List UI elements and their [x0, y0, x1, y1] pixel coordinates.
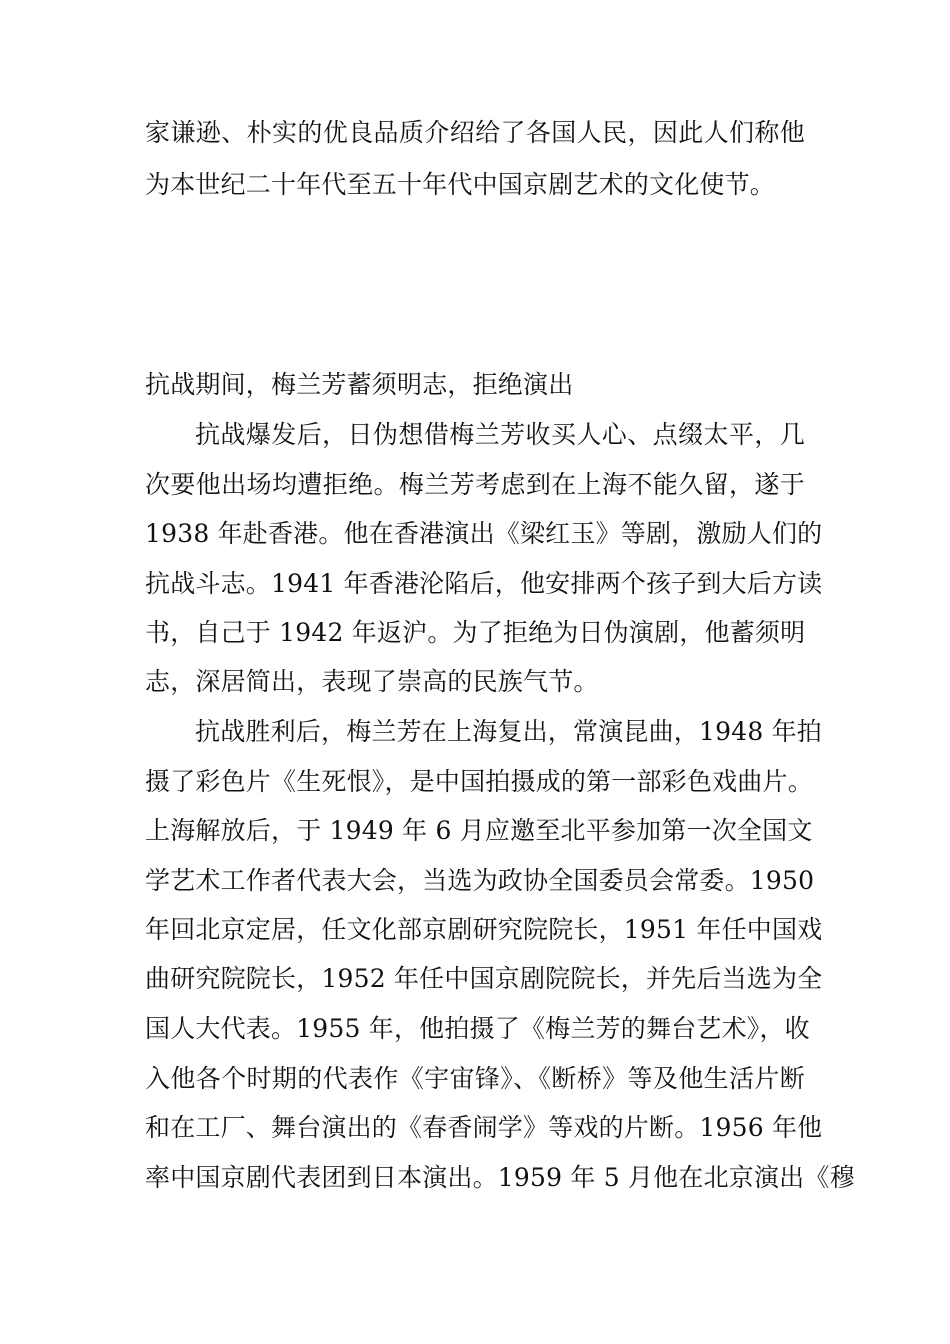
text-line: 年回北京定居，任文化部京剧研究院院长，1951 年任中国戏 [145, 915, 823, 944]
text-line: 率中国京剧代表团到日本演出。1959 年 5 月他在北京演出《穆 [145, 1163, 855, 1192]
text-line: 书，自己于 1942 年返沪。为了拒绝为日伪演剧，他蓄须明 [145, 618, 806, 647]
text-line: 1938 年赴香港。他在香港演出《梁红玉》等剧，激励人们的 [145, 519, 823, 548]
paragraph-first-line: 抗战爆发后，日伪想借梅兰芳收买人心、点缀太平，几 [195, 420, 805, 449]
section-heading: 抗战期间，梅兰芳蓄须明志，拒绝演出 [145, 370, 574, 399]
text-line: 摄了彩色片《生死恨》，是中国拍摄成的第一部彩色戏曲片。 [145, 767, 813, 796]
text-line: 志，深居简出，表现了崇高的民族气节。 [145, 667, 599, 696]
text-line: 次要他出场均遭拒绝。梅兰芳考虑到在上海不能久留，遂于 [145, 470, 805, 499]
text-line: 为本世纪二十年代至五十年代中国京剧艺术的文化使节。 [145, 170, 776, 199]
text-line: 上海解放后，于 1949 年 6 月应邀至北平参加第一次全国文 [145, 816, 813, 845]
text-line: 抗战斗志。1941 年香港沦陷后，他安排两个孩子到大后方读 [145, 569, 823, 598]
text-line: 国人大代表。1955 年，他拍摄了《梅兰芳的舞台艺术》，收 [145, 1014, 810, 1043]
text-line: 曲研究院院长，1952 年任中国京剧院院长，并先后当选为全 [145, 964, 823, 993]
text-line: 和在工厂、舞台演出的《春香闹学》等戏的片断。1956 年他 [145, 1113, 823, 1142]
text-line: 家谦逊、朴实的优良品质介绍给了各国人民，因此人们称他 [145, 118, 805, 147]
paragraph-first-line: 抗战胜利后，梅兰芳在上海复出，常演昆曲，1948 年拍 [195, 717, 822, 746]
text-line: 入他各个时期的代表作《宇宙锋》、《断桥》等及他生活片断 [145, 1064, 805, 1093]
text-line: 学艺术工作者代表大会，当选为政协全国委员会常委。1950 [145, 866, 815, 895]
